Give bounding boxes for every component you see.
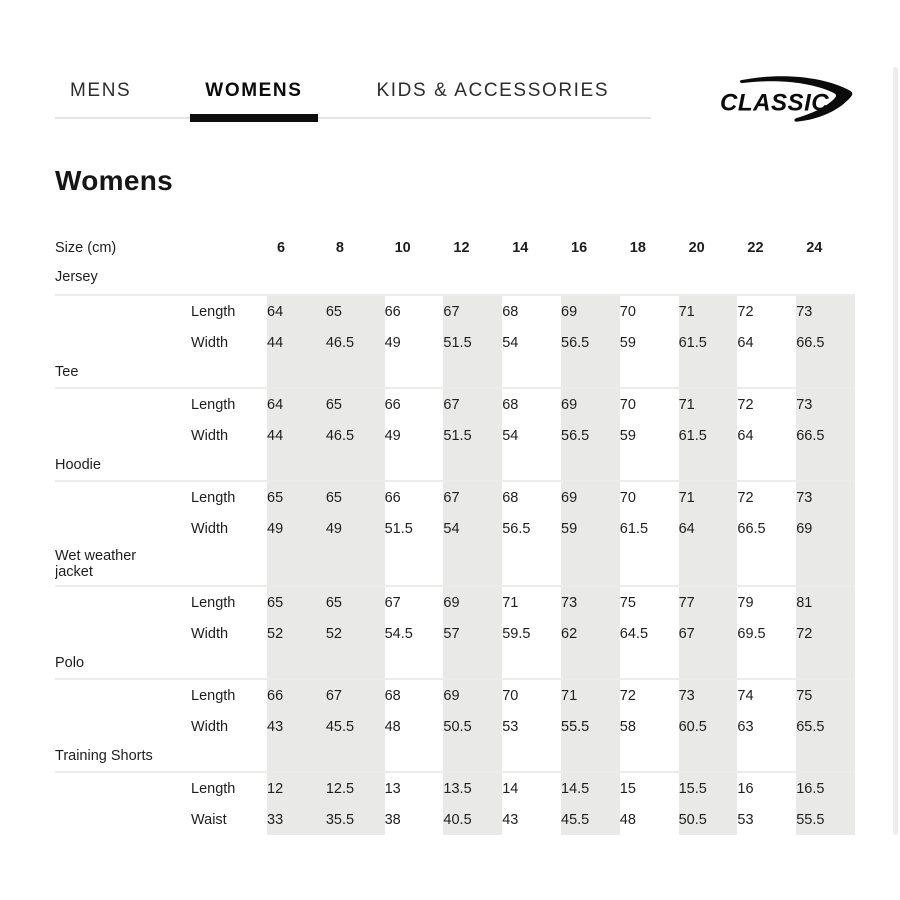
measurement-value: 68 <box>502 489 519 506</box>
measurement-value: 44 <box>267 327 326 358</box>
measurement-value: 65 <box>267 481 326 513</box>
measurement-label: Width <box>191 625 229 642</box>
section-blank-cell <box>737 649 796 679</box>
section-blank-cell <box>620 649 679 679</box>
measurement-value: 67 <box>679 618 738 649</box>
measurement-value: 60.5 <box>679 711 738 742</box>
measurement-value: 73 <box>796 295 855 327</box>
size-col-header: 24 <box>806 240 823 256</box>
table-row <box>55 804 855 835</box>
section-blank-cell <box>620 261 679 295</box>
measurement-value: 65 <box>326 388 385 420</box>
measurement-value: 67 <box>443 388 502 420</box>
section-blank-cell <box>561 451 620 481</box>
section-blank-cell <box>267 358 326 388</box>
measurement-value: 59 <box>561 513 620 544</box>
measurement-value: 64 <box>267 388 326 420</box>
measurement-value: 50.5 <box>443 711 502 742</box>
section-blank-cell <box>385 649 444 679</box>
section-blank-cell <box>561 544 620 586</box>
section-label-cell <box>55 544 267 586</box>
measurement-value: 62 <box>561 618 620 649</box>
table-row <box>55 481 855 513</box>
section-blank-cell <box>443 358 502 388</box>
section-blank-cell <box>679 261 738 295</box>
measurement-value: 70 <box>619 489 636 506</box>
section-blank-cell <box>385 261 444 295</box>
measurement-value: 64.5 <box>619 625 649 642</box>
row-spacer-cell <box>55 711 191 742</box>
section-label-cell <box>55 649 267 679</box>
size-col-header: 18 <box>629 240 646 256</box>
section-blank-cell <box>679 544 738 586</box>
measurement-value: 53 <box>502 718 519 735</box>
section-blank-cell <box>502 358 561 388</box>
measurement-value: 56.5 <box>561 420 620 451</box>
measurement-value: 66 <box>384 303 401 320</box>
section-blank-cell <box>326 649 385 679</box>
measurement-value: 16 <box>737 780 754 797</box>
size-col-header: 22 <box>747 240 764 256</box>
section-blank-cell <box>267 742 326 772</box>
section-row <box>55 742 855 772</box>
section-blank-cell <box>620 358 679 388</box>
measurement-value: 66.5 <box>796 420 855 451</box>
table-row <box>55 420 855 451</box>
measurement-value: 59 <box>619 427 636 444</box>
section-label: Polo <box>55 654 85 671</box>
measurement-label: Waist <box>191 811 227 828</box>
measurement-value: 56.5 <box>502 520 531 537</box>
section-blank-cell <box>385 358 444 388</box>
section-blank-cell <box>443 544 502 586</box>
measurement-value: 54 <box>502 427 519 444</box>
measurement-value: 64 <box>737 427 754 444</box>
section-label-cell <box>55 261 267 295</box>
measurement-value: 14.5 <box>561 772 620 804</box>
section-blank-cell <box>796 358 855 388</box>
measurement-value: 69.5 <box>737 625 766 642</box>
size-header-row <box>55 235 855 261</box>
measurement-label: Width <box>191 718 229 735</box>
measurement-value: 13 <box>384 780 401 797</box>
measurement-value: 68 <box>502 396 519 413</box>
section-blank-cell <box>326 358 385 388</box>
measurement-value: 61.5 <box>619 520 649 537</box>
measurement-value: 61.5 <box>679 327 738 358</box>
section-blank-cell <box>267 451 326 481</box>
measurement-label: Width <box>191 520 229 537</box>
measurement-value: 71 <box>679 388 738 420</box>
measurement-value: 69 <box>561 481 620 513</box>
section-label-cell <box>55 451 267 481</box>
measurement-value: 16.5 <box>796 772 855 804</box>
measurement-value: 65 <box>326 481 385 513</box>
section-blank-cell <box>326 261 385 295</box>
measurement-value: 72 <box>737 396 754 413</box>
measurement-value: 54.5 <box>384 625 413 642</box>
classic-logo <box>720 68 855 128</box>
section-blank-cell <box>737 451 796 481</box>
measurement-value: 71 <box>502 594 519 611</box>
section-blank-cell <box>443 451 502 481</box>
section-label: Training Shorts <box>55 747 153 764</box>
measurement-value: 73 <box>679 679 738 711</box>
scrollbar[interactable] <box>893 67 898 835</box>
size-col-header: 16 <box>571 240 588 256</box>
measurement-value: 81 <box>796 586 855 618</box>
row-spacer-cell <box>55 679 191 711</box>
table-row <box>55 513 855 544</box>
section-blank-cell <box>679 358 738 388</box>
table-row <box>55 772 855 804</box>
tab-womens[interactable]: WOMENS <box>190 80 317 117</box>
section-blank-cell <box>502 649 561 679</box>
section-blank-cell <box>267 544 326 586</box>
section-blank-cell <box>443 261 502 295</box>
measurement-value: 75 <box>796 679 855 711</box>
logo-text: CLASSIC <box>720 89 830 117</box>
section-blank-cell <box>326 451 385 481</box>
table-row <box>55 295 855 327</box>
measurement-value: 59 <box>619 334 636 351</box>
measurement-value: 72 <box>737 303 754 320</box>
measurement-value: 66.5 <box>796 327 855 358</box>
measurement-value: 67 <box>384 594 401 611</box>
section-blank-cell <box>679 649 738 679</box>
measurement-value: 57 <box>443 618 502 649</box>
measurement-value: 49 <box>267 513 326 544</box>
section-blank-cell <box>267 649 326 679</box>
measurement-value: 79 <box>737 594 754 611</box>
measurement-value: 12.5 <box>326 772 385 804</box>
measurement-value: 64 <box>737 334 754 351</box>
measurement-value: 35.5 <box>326 804 385 835</box>
measurement-label: Length <box>191 687 236 704</box>
measurement-value: 54 <box>443 513 502 544</box>
measurement-label: Length <box>191 594 236 611</box>
measurement-label: Length <box>191 489 236 506</box>
section-blank-cell <box>679 742 738 772</box>
measurement-value: 55.5 <box>796 804 855 835</box>
measurement-value: 71 <box>561 679 620 711</box>
section-blank-cell <box>796 649 855 679</box>
measurement-value: 56.5 <box>561 327 620 358</box>
measurement-value: 69 <box>796 513 855 544</box>
measurement-value: 64 <box>267 295 326 327</box>
measurement-value: 55.5 <box>561 711 620 742</box>
section-row <box>55 358 855 388</box>
table-row <box>55 327 855 358</box>
section-blank-cell <box>385 544 444 586</box>
table-row <box>55 618 855 649</box>
measurement-label: Width <box>191 427 229 444</box>
section-blank-cell <box>620 742 679 772</box>
measurement-value: 66 <box>384 489 401 506</box>
measurement-value: 71 <box>679 295 738 327</box>
measurement-value: 49 <box>384 334 401 351</box>
measurement-value: 45.5 <box>561 804 620 835</box>
measurement-label: Length <box>191 396 236 413</box>
section-blank-cell <box>326 742 385 772</box>
measurement-value: 58 <box>619 718 636 735</box>
measurement-value: 66.5 <box>737 520 766 537</box>
size-table <box>55 235 855 835</box>
section-blank-cell <box>502 742 561 772</box>
measurement-value: 44 <box>267 420 326 451</box>
measurement-value: 69 <box>443 679 502 711</box>
section-blank-cell <box>561 261 620 295</box>
row-spacer-cell <box>55 618 191 649</box>
measurement-value: 59.5 <box>502 625 531 642</box>
measurement-value: 33 <box>267 804 326 835</box>
measurement-value: 70 <box>619 303 636 320</box>
measurement-value: 67 <box>326 679 385 711</box>
measurement-value: 12 <box>267 772 326 804</box>
measurement-value: 46.5 <box>326 327 385 358</box>
measurement-value: 68 <box>384 687 401 704</box>
measurement-value: 72 <box>796 618 855 649</box>
measurement-value: 49 <box>326 513 385 544</box>
measurement-label: Length <box>191 780 236 797</box>
section-blank-cell <box>502 451 561 481</box>
measurement-value: 73 <box>796 481 855 513</box>
measurement-value: 14 <box>502 780 519 797</box>
section-blank-cell <box>267 261 326 295</box>
section-blank-cell <box>737 544 796 586</box>
section-blank-cell <box>561 649 620 679</box>
measurement-value: 64 <box>679 513 738 544</box>
measurement-value: 69 <box>561 295 620 327</box>
section-blank-cell <box>679 451 738 481</box>
measurement-value: 73 <box>561 586 620 618</box>
section-row <box>55 451 855 481</box>
measurement-value: 48 <box>384 718 401 735</box>
table-row <box>55 679 855 711</box>
size-col-header: 20 <box>688 240 705 256</box>
row-spacer-cell <box>55 772 191 804</box>
measurement-value: 13.5 <box>443 772 502 804</box>
measurement-value: 61.5 <box>679 420 738 451</box>
measurement-value: 72 <box>737 489 754 506</box>
section-blank-cell <box>561 742 620 772</box>
measurement-value: 51.5 <box>384 520 413 537</box>
measurement-value: 40.5 <box>443 804 502 835</box>
section-blank-cell <box>561 358 620 388</box>
tab-kids-accessories[interactable]: KIDS & ACCESSORIES <box>376 80 610 101</box>
measurement-value: 52 <box>267 618 326 649</box>
measurement-value: 65.5 <box>796 711 855 742</box>
measurement-value: 67 <box>443 481 502 513</box>
measurement-value: 74 <box>737 687 754 704</box>
row-spacer-cell <box>55 420 191 451</box>
section-label: Wet weather jacket <box>55 548 137 580</box>
section-label-cell <box>55 742 267 772</box>
size-col-header: 10 <box>394 240 411 256</box>
size-col-header: 8 <box>335 240 344 256</box>
section-blank-cell <box>443 649 502 679</box>
measurement-value: 65 <box>267 586 326 618</box>
row-spacer-cell <box>55 295 191 327</box>
measurement-value: 48 <box>619 811 636 828</box>
row-spacer-cell <box>55 586 191 618</box>
section-blank-cell <box>443 742 502 772</box>
measurement-value: 70 <box>502 687 519 704</box>
tab-mens[interactable]: MENS <box>70 80 132 101</box>
header <box>55 80 855 119</box>
row-spacer-cell <box>55 388 191 420</box>
measurement-value: 68 <box>502 303 519 320</box>
section-blank-cell <box>737 261 796 295</box>
table-row <box>55 711 855 742</box>
size-col-header: 6 <box>277 240 286 256</box>
measurement-value: 70 <box>619 396 636 413</box>
measurement-value: 72 <box>619 687 636 704</box>
tab-bar <box>55 80 651 119</box>
section-blank-cell <box>620 544 679 586</box>
table-row <box>55 586 855 618</box>
section-blank-cell <box>737 742 796 772</box>
section-label-cell <box>55 358 267 388</box>
page-title: Womens <box>55 165 173 196</box>
measurement-value: 71 <box>679 481 738 513</box>
row-spacer-cell <box>55 327 191 358</box>
measurement-value: 75 <box>619 594 636 611</box>
measurement-value: 51.5 <box>443 420 502 451</box>
measurement-value: 73 <box>796 388 855 420</box>
row-spacer-cell <box>55 804 191 835</box>
measurement-value: 43 <box>267 711 326 742</box>
size-col-header: 12 <box>453 240 470 256</box>
measurement-value: 49 <box>384 427 401 444</box>
measurement-value: 66 <box>267 679 326 711</box>
section-blank-cell <box>796 544 855 586</box>
row-spacer-cell <box>55 481 191 513</box>
measurement-value: 46.5 <box>326 420 385 451</box>
measurement-value: 69 <box>561 388 620 420</box>
section-blank-cell <box>326 544 385 586</box>
measurement-label: Length <box>191 303 236 320</box>
measurement-value: 45.5 <box>326 711 385 742</box>
section-label: Jersey <box>55 268 98 285</box>
section-row <box>55 649 855 679</box>
section-row <box>55 544 855 586</box>
measurement-value: 69 <box>443 586 502 618</box>
measurement-value: 65 <box>326 586 385 618</box>
measurement-value: 51.5 <box>443 327 502 358</box>
size-table-body <box>55 235 855 835</box>
measurement-label: Width <box>191 334 229 351</box>
row-spacer-cell <box>55 513 191 544</box>
measurement-value: 15.5 <box>679 772 738 804</box>
measurement-value: 43 <box>502 811 519 828</box>
table-row <box>55 388 855 420</box>
size-cm-label: Size (cm) <box>55 240 117 256</box>
measurement-value: 53 <box>737 811 754 828</box>
section-blank-cell <box>502 544 561 586</box>
section-blank-cell <box>502 261 561 295</box>
section-blank-cell <box>796 261 855 295</box>
measurement-value: 50.5 <box>679 804 738 835</box>
measurement-value: 67 <box>443 295 502 327</box>
section-blank-cell <box>796 742 855 772</box>
measurement-value: 15 <box>619 780 636 797</box>
measurement-value: 38 <box>384 811 401 828</box>
section-label: Tee <box>55 363 79 380</box>
measurement-value: 77 <box>679 586 738 618</box>
section-blank-cell <box>385 742 444 772</box>
section-blank-cell <box>737 358 796 388</box>
section-blank-cell <box>385 451 444 481</box>
measurement-value: 54 <box>502 334 519 351</box>
section-label: Hoodie <box>55 456 101 473</box>
measurement-value: 66 <box>384 396 401 413</box>
section-blank-cell <box>796 451 855 481</box>
section-row <box>55 261 855 295</box>
measurement-value: 52 <box>326 618 385 649</box>
size-col-header: 14 <box>512 240 529 256</box>
measurement-value: 63 <box>737 718 754 735</box>
section-blank-cell <box>620 451 679 481</box>
measurement-value: 65 <box>326 295 385 327</box>
